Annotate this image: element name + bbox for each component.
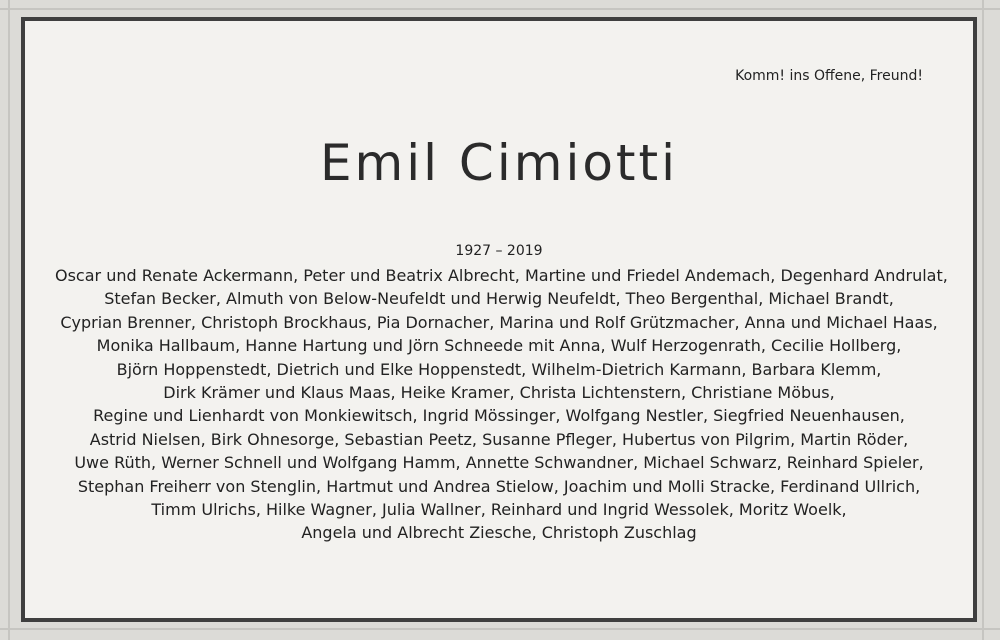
mourner-line: Stefan Becker, Almuth von Below-Neufeldt und Herwig Neufeldt, Theo Bergenthal, Michael Brandt,: [104, 289, 894, 309]
mourner-line: Astrid Nielsen, Birk Ohnesorge, Sebastian Peetz, Susanne Pfleger, Hubertus von Pilgrim, Martin Röder,: [89, 429, 909, 449]
mourner-line: Dirk Krämer und Klaus Maas, Heike Kramer, Christa Lichtenstern, Christiane Möbus,: [163, 383, 835, 403]
mourner-line: Uwe Rüth, Werner Schnell und Wolfgang Hamm, Annette Schwandner, Michael Schwarz, Reinhard Spieler,: [74, 453, 924, 473]
deceased-name: Emil Cimiotti: [319, 134, 679, 192]
mourner-line: Angela und Albrecht Ziesche, Christoph Zuschlag: [301, 523, 697, 543]
mourner-line: Regine und Lienhardt von Monkiewitsch, Ingrid Mössinger, Wolfgang Nestler, Siegfried Neuenhausen,: [93, 406, 905, 426]
mourner-line: Monika Hallbaum, Hanne Hartung und Jörn Schneede mit Anna, Wulf Herzogenrath, Cecilie Hollberg,: [96, 336, 902, 356]
mourner-line: Björn Hoppenstedt, Dietrich und Elke Hoppenstedt, Wilhelm-Dietrich Karmann, Barbara Klemm,: [116, 359, 882, 379]
background-rule: [0, 628, 1000, 630]
mourner-line: Stephan Freiherr von Stenglin, Hartmut und Andrea Stielow, Joachim und Molli Stracke, Ferdinand Ullrich,: [77, 476, 921, 496]
background-rule: [982, 0, 984, 640]
mourner-line: Timm Ulrichs, Hilke Wagner, Julia Wallner, Reinhard und Ingrid Wessolek, Moritz Woelk,: [151, 500, 847, 520]
background-rule: [0, 8, 1000, 10]
obituary-notice: [21, 17, 977, 622]
background-rule: [8, 0, 10, 640]
mourner-line: Oscar und Renate Ackermann, Peter und Beatrix Albrecht, Martine und Friedel Andemach, Degenhard Andrulat,: [55, 266, 948, 285]
mourner-line: Cyprian Brenner, Christoph Brockhaus, Pia Dornacher, Marina und Rolf Grützmacher, Anna und Michael Haas,: [60, 312, 938, 332]
mourner-list: [55, 264, 948, 545]
life-dates: 1927 – 2019: [455, 243, 543, 259]
motto-quote: Komm! ins Offene, Freund!: [735, 68, 923, 84]
